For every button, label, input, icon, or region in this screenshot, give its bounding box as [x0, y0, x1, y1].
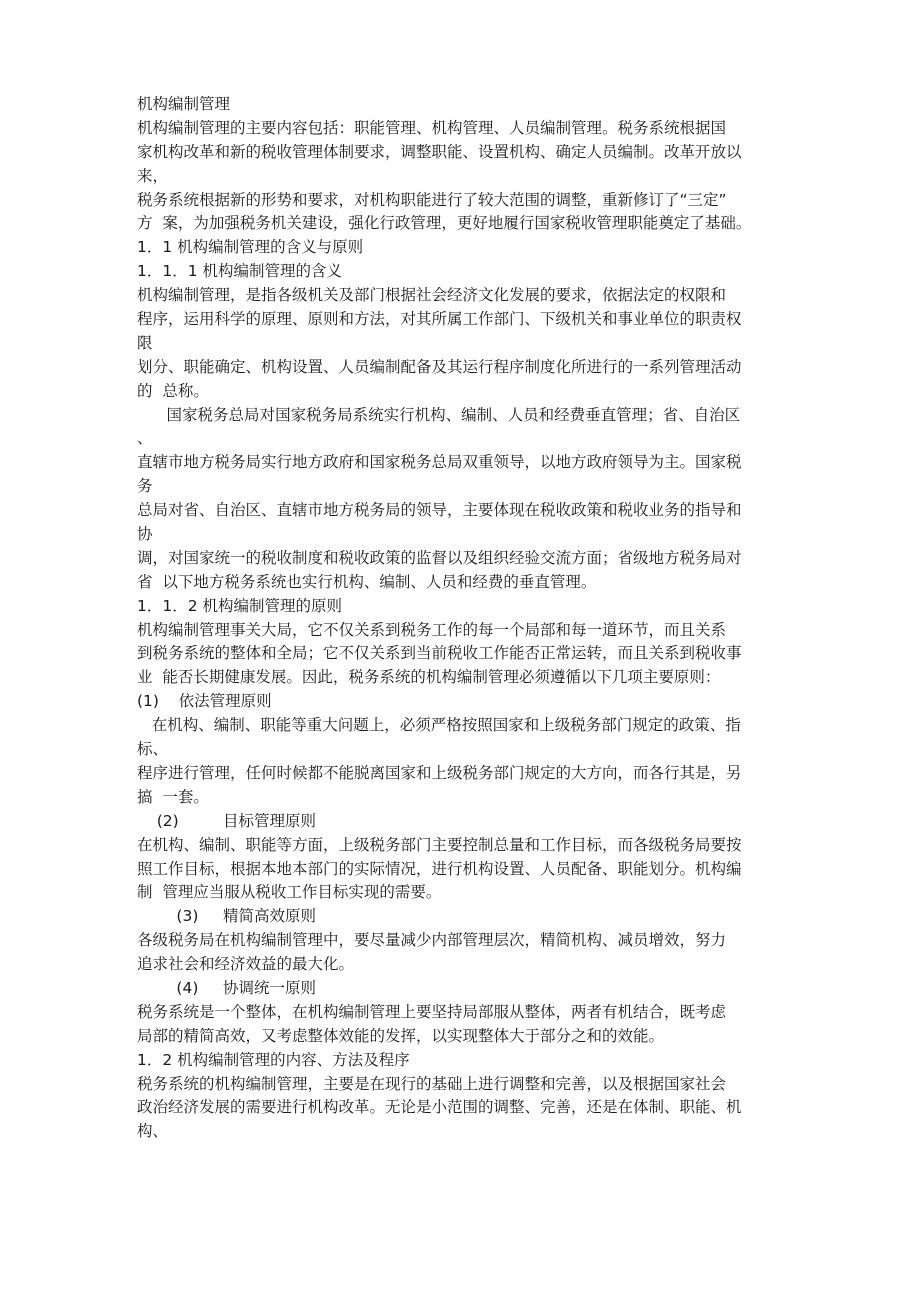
text-line: 限 [137, 333, 153, 352]
text-line: 划分、职能确定、机构设置、人员编制配备及其运行程序制度化所进行的一系列管理活动 [137, 357, 742, 376]
text-line: 在机构、编制、职能等方面，上级税务部门主要控制总量和工作目标，而各级税务局要按 [137, 835, 742, 854]
text-line: 家机构改革和新的税收管理体制要求，调整职能、设置机构、确定人员编制。改革开放以 [137, 142, 742, 161]
text-line: 协 [137, 525, 153, 544]
text-line: 税务系统根据新的形势和要求，对机构职能进行了较大范围的调整，重新修订了“三定” [137, 190, 727, 209]
text-line: 搞 一套。 [137, 787, 209, 806]
text-line: 标、 [137, 740, 169, 759]
text-line: 局部的精简高效，又考虑整体效能的发挥，以实现整体大于部分之和的效能。 [137, 1026, 665, 1045]
text-line: 追求社会和经济效益的最大化。 [137, 955, 355, 974]
text-line: 机构编制管理，是指各级机关及部门根据社会经济文化发展的要求，依据法定的权限和 [137, 286, 727, 305]
text-line: 省 以下地方税务系统也实行机构、编制、人员和经费的垂直管理。 [137, 572, 597, 591]
text-line: 机构编制管理事关大局，它不仅关系到税务工作的每一个局部和每一道环节，而且关系 [137, 620, 727, 639]
text-line: 国家税务总局对国家税务局系统实行机构、编制、人员和经费垂直管理；省、自治区 [137, 405, 741, 424]
principle-heading: (1) 依法管理原则 [137, 692, 272, 711]
text-line: 总局对省、自治区、直辖市地方税务局的领导，主要体现在税收政策和税收业务的指导和 [137, 501, 742, 520]
text-line: 制 管理应当服从税收工作目标实现的需要。 [137, 883, 442, 902]
section-heading: 1．1 机构编制管理的含义与原则 [137, 238, 364, 257]
text-line: 调，对国家统一的税收制度和税收政策的监督以及组织经验交流方面；省级地方税务局对 [137, 548, 742, 567]
text-line: 直辖市地方税务局实行地方政府和国家税务总局双重领导，以地方政府领导为主。国家税 [137, 453, 742, 472]
text-line: 在机构、编制、职能等重大问题上，必须严格按照国家和上级税务部门规定的政策、指 [137, 716, 741, 735]
text-line: 程序进行管理，任何时候都不能脱离国家和上级税务部门规定的大方向，而各行其是，另 [137, 763, 742, 782]
text-line: 税务系统是一个整体，在机构编制管理上要坚持局部服从整体，两者有机结合，既考虑 [137, 1002, 727, 1021]
text-line: 方 案，为加强税务机关建设，强化行政管理，更好地履行国家税收管理职能奠定了基础。 [137, 214, 752, 233]
principle-heading: (4) 协调统一原则 [137, 978, 317, 997]
text-line: 各级税务局在机构编制管理中，要尽量减少内部管理层次，精简机构、减员增效，努力 [137, 931, 727, 950]
text-line: 到税务系统的整体和全局；它不仅关系到当前税收工作能否正常运转，而且关系到税收事 [137, 644, 742, 663]
text-line: 税务系统的机构编制管理，主要是在现行的基础上进行调整和完善，以及根据国家社会 [137, 1074, 727, 1093]
text-line: 照工作目标，根据本地本部门的实际情况，进行机构设置、人员配备、职能划分。机构编 [137, 859, 742, 878]
text-line: 政治经济发展的需要进行机构改革。无论是小范围的调整、完善，还是在体制、职能、机 [137, 1098, 742, 1117]
text-line: 、 [137, 429, 153, 448]
text-line: 机构编制管理的主要内容包括：职能管理、机构管理、人员编制管理。税务系统根据国 [137, 118, 727, 137]
principle-heading: (2) 目标管理原则 [137, 811, 317, 830]
document-title: 机构编制管理 [137, 95, 231, 113]
text-line: 程序，运用科学的原理、原则和方法，对其所属工作部门、下级机关和事业单位的职责权 [137, 310, 742, 329]
subsection-heading: 1．1．2 机构编制管理的原则 [137, 596, 343, 615]
text-line: 的 总称。 [137, 381, 209, 400]
principle-heading: (3) 精简高效原则 [137, 907, 317, 926]
text-line: 务 [137, 477, 153, 496]
text-line: 构、 [137, 1122, 169, 1141]
document-body [137, 93, 787, 1144]
text-line: 业 能否长期健康发展。因此，税务系统的机构编制管理必须遵循以下几项主要原则： [137, 668, 721, 687]
text-line: 来， [137, 166, 169, 185]
section-heading: 1．2 机构编制管理的内容、方法及程序 [137, 1050, 410, 1069]
subsection-heading: 1．1．1 机构编制管理的含义 [137, 262, 343, 281]
